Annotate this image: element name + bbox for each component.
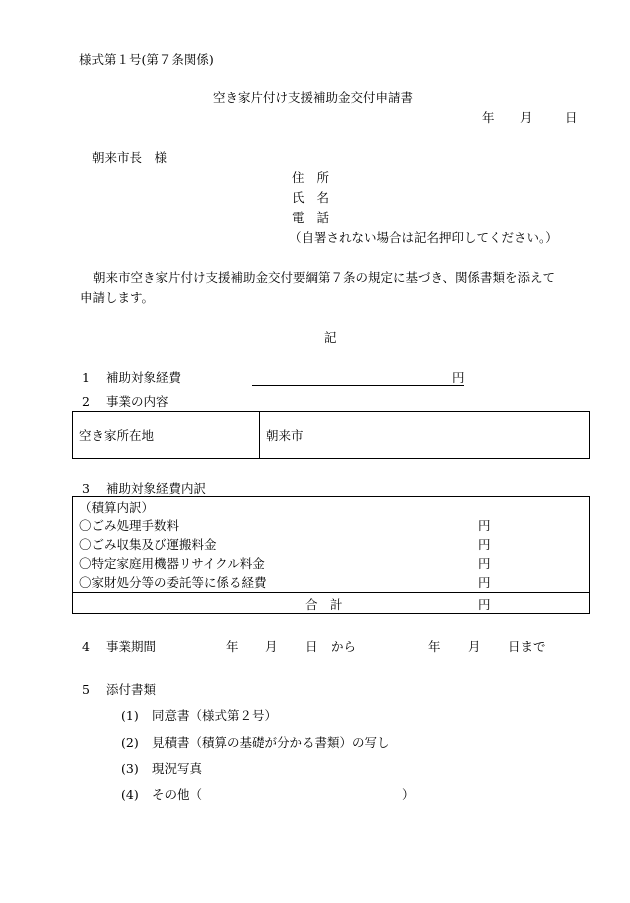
start-day: 日 <box>305 639 318 654</box>
item5-label: 添付書類 <box>106 682 157 697</box>
breakdown-row-unit: 円 <box>478 537 491 552</box>
breakdown-row-label: 〇特定家庭用機器リサイクル料金 <box>79 556 265 571</box>
item5-number: 5 <box>82 682 90 697</box>
name-label: 氏 名 <box>292 190 333 205</box>
total-divider <box>73 592 589 593</box>
start-suffix: から <box>331 639 357 654</box>
item1-label: 補助対象経費 <box>106 370 182 385</box>
date-year: 年 <box>482 110 495 125</box>
attachment-number: (1) <box>121 708 139 723</box>
breakdown-row-unit: 円 <box>478 575 491 590</box>
attachment-close: ） <box>402 787 415 802</box>
attachment-number: (2) <box>121 735 139 750</box>
document-title: 空き家片付け支援補助金交付申請書 <box>213 90 414 105</box>
start-month: 月 <box>265 639 278 654</box>
end-day: 日まで <box>508 639 546 654</box>
total-label: 合 計 <box>305 597 343 612</box>
item1-amount-line[interactable] <box>252 385 464 386</box>
item4-label: 事業期間 <box>106 639 157 654</box>
attachment-text: 見積書（積算の基礎が分かる書類）の写し <box>152 735 390 750</box>
breakdown-row-unit: 円 <box>478 556 491 571</box>
end-year: 年 <box>428 639 441 654</box>
signature-note: （自署されない場合は記名押印してください。） <box>289 230 558 245</box>
start-year: 年 <box>226 639 239 654</box>
breakdown-row-label: 〇ごみ処理手数料 <box>79 518 180 533</box>
phone-label: 電 話 <box>292 210 333 225</box>
location-value-cell[interactable]: 朝来市 <box>260 412 590 459</box>
end-month: 月 <box>468 639 481 654</box>
total-unit: 円 <box>478 597 491 612</box>
attachment-text: 同意書（様式第２号） <box>152 708 278 723</box>
item1-unit: 円 <box>452 370 465 385</box>
item2-number: 2 <box>82 394 90 409</box>
attachment-number: (3) <box>121 761 139 776</box>
item2-label: 事業の内容 <box>106 394 169 409</box>
date-month: 月 <box>520 110 533 125</box>
body-line-2: 申請します。 <box>80 290 155 305</box>
item3-label: 補助対象経費内訳 <box>106 481 207 496</box>
item3-number: 3 <box>82 481 90 496</box>
attachment-text: その他（ <box>152 787 203 802</box>
project-content-table <box>72 411 590 459</box>
item1-number: 1 <box>82 370 90 385</box>
breakdown-row-label: 〇ごみ収集及び運搬料金 <box>79 537 217 552</box>
ki-heading: 記 <box>324 330 337 345</box>
attachment-text: 現況写真 <box>152 761 203 776</box>
cost-breakdown-table <box>72 496 590 614</box>
breakdown-header: （積算内訳） <box>79 500 155 515</box>
form-number: 様式第１号(第７条関係) <box>79 52 214 67</box>
body-line-1: 朝来市空き家片付け支援補助金交付要綱第７条の規定に基づき、関係書類を添えて <box>93 270 556 285</box>
item4-number: 4 <box>82 639 90 654</box>
breakdown-row-label: 〇家財処分等の委託等に係る経費 <box>79 575 267 590</box>
addressee: 朝来市長 様 <box>92 150 168 165</box>
attachment-number: (4) <box>121 787 139 802</box>
location-label-cell: 空き家所在地 <box>73 412 260 459</box>
breakdown-row-unit: 円 <box>478 518 491 533</box>
date-day: 日 <box>565 110 578 125</box>
address-label: 住 所 <box>292 170 333 185</box>
